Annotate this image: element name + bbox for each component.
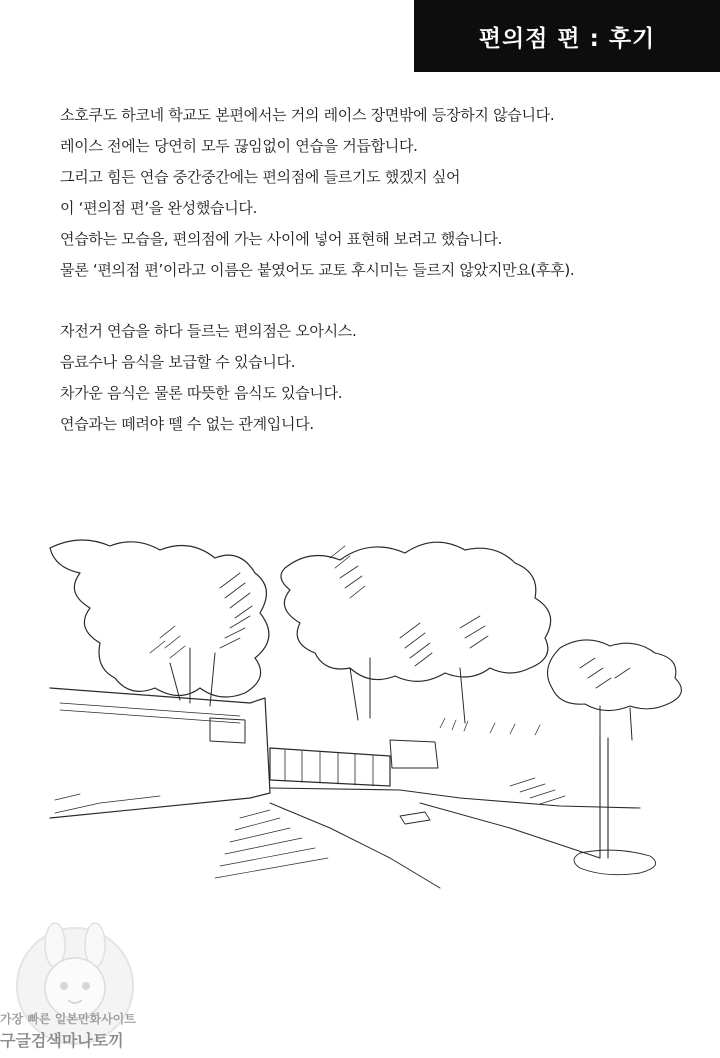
text-line: 연습하는 모습을, 편의점에 가는 사이에 넣어 표현해 보려고 했습니다.: [60, 230, 503, 248]
text-line: 연습과는 떼려야 뗄 수 없는 관계입니다.: [60, 415, 314, 433]
text-line: 자전거 연습을 하다 들르는 편의점은 오아시스.: [60, 322, 357, 340]
page-header: [414, 0, 720, 72]
afterword-body: [60, 100, 680, 440]
text-line: 그리고 힘든 연습 중간중간에는 편의점에 들르기도 했겠지 싶어: [60, 168, 461, 186]
paragraph-1: [60, 100, 680, 286]
paragraph-2: [60, 316, 680, 440]
text-line: 물론 ‘편의점 편’이라고 이름은 붙였어도 교토 후시미는 들르지 않았지만요(후후).: [60, 261, 575, 279]
watermark-line-2: 구글검색마나토끼: [0, 1031, 124, 1050]
text-line: 소호쿠도 하코네 학교도 본편에서는 거의 레이스 장면밖에 등장하지 않습니다.: [60, 106, 555, 124]
text-line: 차가운 음식은 물론 따뜻한 음식도 있습니다.: [60, 384, 343, 402]
text-line: 음료수나 음식을 보급할 수 있습니다.: [60, 353, 296, 371]
watermark-line-1: 가장 빠른 일본만화사이트: [0, 1012, 136, 1026]
text-line: 레이스 전에는 당연히 모두 끊임없이 연습을 거듭합니다.: [60, 137, 418, 155]
page-title: 편의점 편 : 후기: [478, 25, 656, 52]
text-line: 이 ‘편의점 편’을 완성했습니다.: [60, 199, 258, 217]
pencil-sketch-park-road-icon: [40, 528, 700, 898]
